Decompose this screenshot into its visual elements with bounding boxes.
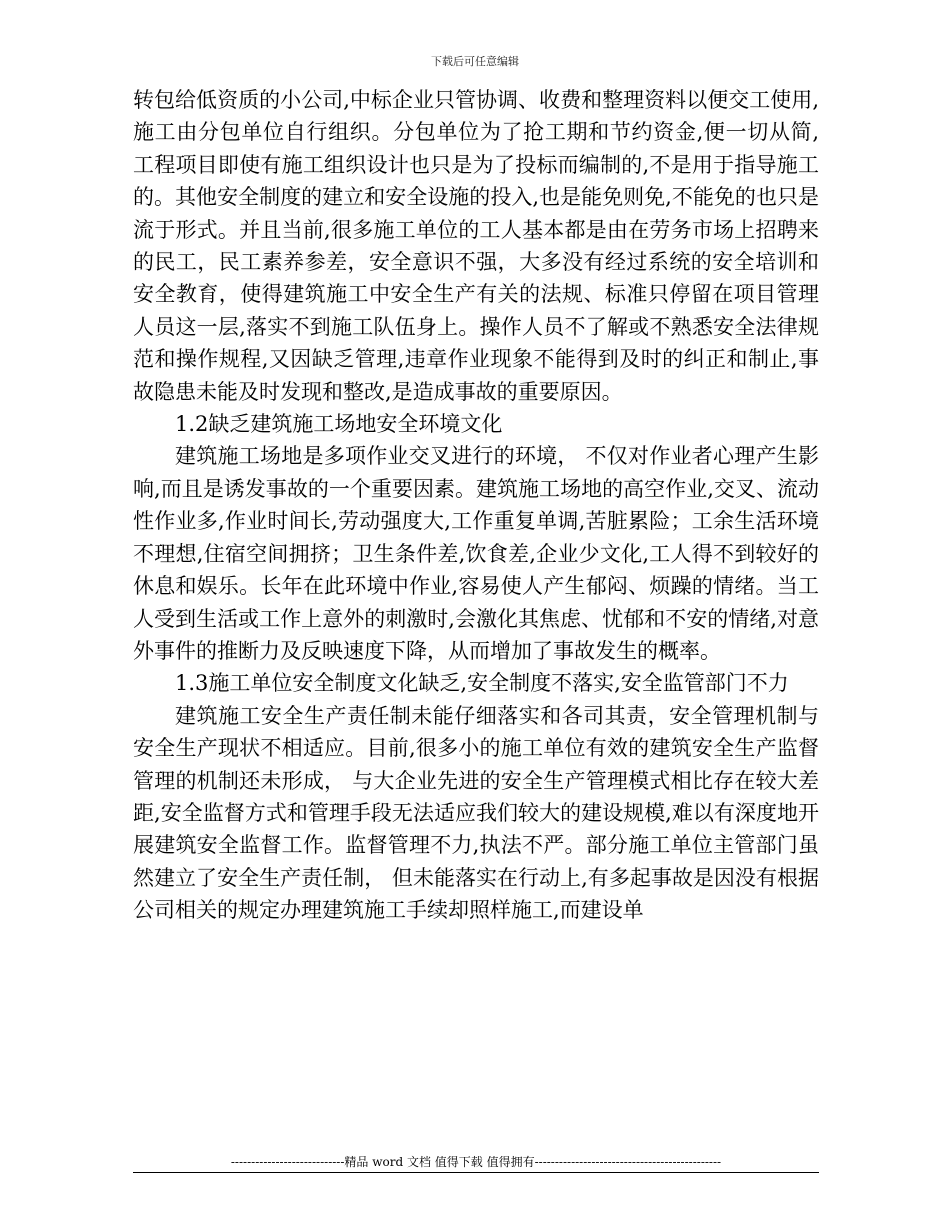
footer-divider bbox=[133, 1172, 819, 1173]
paragraph-2: 建筑施工场地是多项作业交叉进行的环境， 不仅对作业者心理产生影响,而且是诱发事故的一个重要因素。建筑施工场地的高空作业,交叉、流动性作业多,作业时间长,劳动强度大,工作重复单调,苦脏累险；工余生活环境不理想,住宿空间拥挤；卫生条件差,饮食差,企业少文化,工人得不到较好的休息和娱乐。长年在此环境中作业,容易使人产生郁闷、烦躁的情绪。当工人受到生活或工作上意外的刺激时,会激化其焦虑、忧郁和不安的情绪,对意外事件的推断力及反映速度下降，从而增加了事故发生的概率。 bbox=[133, 444, 819, 663]
section-heading-1-2: 1.2缺乏建筑施工场地安全环境文化 bbox=[175, 412, 503, 437]
paragraph-3: 建筑施工安全生产责任制未能仔细落实和各司其责，安全管理机制与安全生产现状不相适应。目前,很多小的施工单位有效的建筑安全生产监督管理的机制还未形成， 与大企业先进的安全生产管理模式相比存在较大差距,安全监督方式和管理手段无法适应我们较大的建设规模,难以有深度地开展建筑安全监督工作。监督管理不力,执法不严。部分施工单位主管部门虽然建立了安全生产责任制， 但未能落实在行动上,有多起事故是因没有根据公司相关的规定办理建筑施工手续却照样施工,而建设单 bbox=[133, 703, 819, 923]
page-header: 下载后可任意编辑 bbox=[431, 55, 519, 68]
paragraph-1: 转包给低资质的小公司,中标企业只管协调、收费和整理资料以便交工使用,施工由分包单位自行组织。分包单位为了抢工期和节约资金,便一切从简, 工程项目即使有施工组织设计也只是为了投标而编制的,不是用于指导施工的。其他安全制度的建立和安全设施的投入,也是能免则免,不能免的也只是流于形式。并且当前,很多施工单位的工人基本都是由在劳务市场上招聘来的民工，民工素养参差，安全意识不强，大多没有经过系统的安全培训和安全教育，使得建筑施工中安全生产有关的法规、标准只停留在项目管理人员这一层,落实不到施工队伍身上。操作人员不了解或不熟悉安全法律规范和操作规程,又因缺乏管理,违章作业现象不能得到及时的纠正和制止,事故隐患未能及时发现和整改,是造成事故的重要原因。 bbox=[133, 88, 819, 404]
page-footer: ----------------------------精品 word 文档 值得下载 值得拥有---------------------------------------------- bbox=[230, 1155, 722, 1169]
section-heading-1-3: 1.3施工单位安全制度文化缺乏,安全制度不落实,安全监管部门不力 bbox=[175, 671, 789, 696]
document-body bbox=[133, 84, 819, 927]
